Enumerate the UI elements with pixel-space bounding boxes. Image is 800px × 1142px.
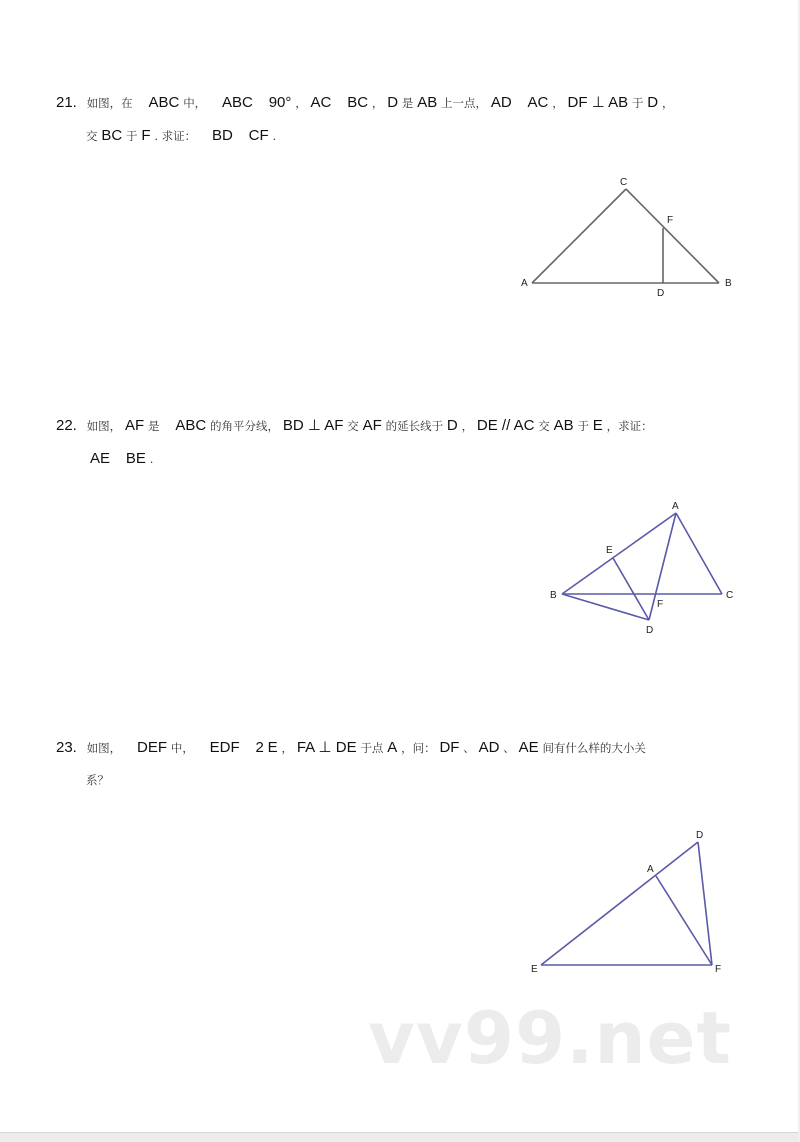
point-label-D: D (696, 830, 704, 841)
text: 如图， (86, 419, 122, 433)
math: BC (347, 94, 369, 111)
text: 、 (503, 741, 515, 755)
text: 、 (463, 741, 475, 755)
math: D (446, 417, 458, 434)
point-label-C: C (726, 590, 734, 601)
math: ABC (148, 94, 180, 111)
point-label-F: F (715, 964, 722, 975)
text: ， (461, 419, 474, 433)
text: 中， (183, 96, 207, 110)
math: AF (125, 417, 145, 434)
math: BC (101, 127, 123, 144)
math: CF (248, 127, 269, 144)
math: AE (90, 450, 111, 467)
text: 的延长线于 (385, 419, 444, 433)
math: AB (553, 417, 574, 434)
watermark: vv99.net (368, 996, 732, 1080)
math: AB (417, 94, 438, 111)
text: 交 (86, 129, 98, 143)
text: . (149, 452, 154, 466)
math: AD (490, 94, 512, 111)
math: DF ⊥ AB (567, 94, 629, 111)
text: ，求证： (606, 419, 653, 433)
point-label-C: C (620, 177, 628, 188)
text: 是 (148, 419, 160, 433)
point-label-A: A (647, 864, 654, 875)
math: E (592, 417, 603, 434)
math: DF (439, 739, 460, 756)
text: 间有什么样的大小关 (542, 741, 646, 755)
point-label-B: B (725, 278, 732, 289)
math: ABC (222, 94, 253, 111)
text: 于点 (360, 741, 384, 755)
segment-ED (541, 842, 698, 965)
math: AD (478, 739, 500, 756)
math: ABC (175, 417, 207, 434)
text: ， (661, 96, 674, 110)
text: ， (295, 96, 307, 110)
problem-number: 23. (56, 739, 77, 756)
math: 90° (268, 94, 292, 111)
math: AC (527, 94, 549, 111)
text: ， (281, 741, 294, 755)
text: 于 (126, 129, 138, 143)
point-label-D: D (657, 288, 665, 299)
math: DE // AC (476, 417, 535, 434)
math: A (387, 739, 398, 756)
math: D (387, 94, 399, 111)
math: 2 (255, 739, 264, 756)
text: 中， (170, 741, 194, 755)
text: 如图， (86, 741, 122, 755)
math: D (647, 94, 659, 111)
text: 于 (631, 96, 644, 110)
problem-number: 21. (56, 94, 77, 111)
math: E (267, 739, 278, 756)
text: 的角平分线， (210, 419, 280, 433)
point-label-B: B (550, 590, 557, 601)
math: AC (310, 94, 332, 111)
math: FA ⊥ DE (296, 739, 357, 756)
math: BD ⊥ AF (282, 417, 344, 434)
math: AE (518, 739, 539, 756)
math: F (141, 127, 151, 144)
text: 于 (577, 419, 589, 433)
math: AF (362, 417, 382, 434)
text: 系？ (86, 773, 109, 787)
point-label-D: D (646, 625, 654, 636)
point-label-A: A (672, 501, 679, 512)
text: 如图，在 (86, 96, 133, 110)
point-label-F: F (657, 599, 664, 610)
point-label-E: E (531, 964, 538, 975)
text: . (272, 129, 277, 143)
text: 是 (401, 96, 414, 110)
text: ， (552, 96, 564, 110)
math: EDF (209, 739, 240, 756)
point-label-E: E (606, 545, 613, 556)
math: BE (125, 450, 146, 467)
math: DEF (137, 739, 168, 756)
point-label-A: A (521, 278, 528, 289)
text: 上一点， (441, 96, 488, 110)
text: 交 (347, 419, 359, 433)
text: 交 (538, 419, 550, 433)
problem-number: 22. (56, 417, 77, 434)
math: BD (211, 127, 233, 144)
text: ，问： (401, 741, 436, 755)
text: ， (371, 96, 384, 110)
text: . 求证： (154, 129, 197, 143)
point-label-F: F (667, 215, 674, 226)
